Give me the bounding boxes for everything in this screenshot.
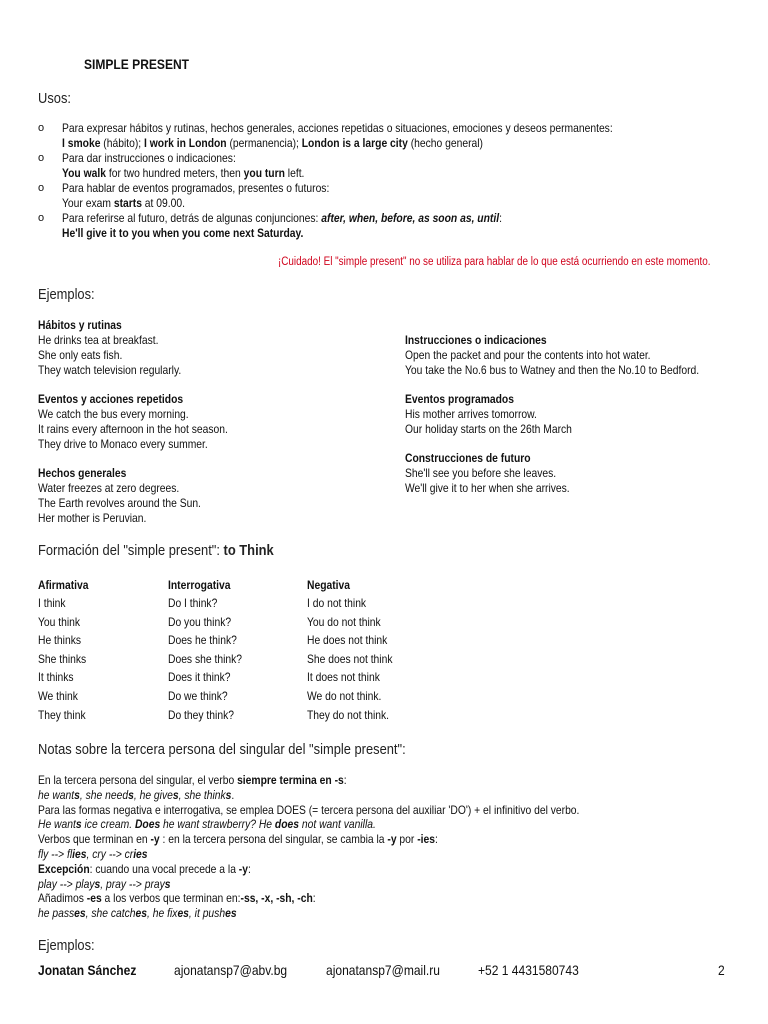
nota-line	[38, 817, 376, 832]
table-cell: Does she think?	[168, 651, 243, 666]
table-row	[38, 631, 438, 650]
nota-text-run: :	[247, 861, 251, 876]
nota-text-run: En la tercera persona del singular, el verbo	[38, 773, 238, 787]
nota-line	[38, 832, 438, 847]
nota-text-run: , she catch	[85, 906, 136, 921]
nota-text-run: s	[225, 787, 232, 802]
table-body	[38, 594, 438, 724]
nota-line	[38, 877, 171, 892]
nota-text-run: not want vanilla.	[298, 817, 376, 832]
nota-text-run: siempre termina en -s	[237, 773, 344, 787]
example-line: She only eats fish.	[38, 348, 123, 362]
example-line: Her mother is Peruvian.	[38, 511, 147, 525]
nota-text-run: s	[94, 876, 101, 891]
usos-item-1-example: I smoke (hábito); I work in London (permanencia); London is a large city (hecho general)	[62, 136, 483, 150]
nota-text-run: .	[231, 787, 235, 802]
example-line: She'll see you before she leaves.	[405, 466, 557, 480]
nota-text-run: does	[274, 817, 299, 832]
nota-text-run: s	[164, 876, 171, 891]
nota-text-run: ice cream.	[81, 817, 135, 832]
nota-text-run: he want strawberry? He	[160, 817, 275, 832]
nota-text-run: play --> play	[38, 876, 95, 891]
nota-text-run: he pass	[38, 906, 75, 921]
nota-text-run: es	[135, 906, 148, 921]
email-abv: ajonatansp7@abv.bg	[174, 962, 288, 978]
nota-line	[38, 847, 148, 862]
ejemplos-heading-2: Ejemplos:	[38, 937, 95, 954]
nota-text-run: he want	[38, 787, 75, 802]
example-group-heading: Eventos y acciones repetidos	[38, 392, 184, 406]
nota-text-run: s	[172, 787, 179, 802]
example-line: Our holiday starts on the 26th March	[405, 422, 572, 436]
nota-text-run: por	[396, 832, 418, 847]
nota-text-run: : en la tercera persona del singular, se cambia la	[159, 832, 388, 847]
example-line: We catch the bus every morning.	[38, 407, 189, 421]
author-name: Jonatan Sánchez	[38, 962, 137, 978]
table-cell: Does he think?	[168, 633, 237, 648]
bullet-marker: o	[38, 152, 45, 164]
nota-text-run: Añadimos	[38, 891, 87, 906]
nota-text-run: :	[343, 773, 347, 787]
example-group-heading: Construcciones de futuro	[405, 451, 531, 465]
nota-line	[38, 906, 237, 921]
table-row	[38, 668, 438, 687]
nota-text-run: Does	[134, 817, 161, 832]
nota-text-run: He want	[38, 817, 76, 832]
example-line: His mother arrives tomorrow.	[405, 407, 537, 421]
nota-text-run: Para las formas negativa e interrogativa, se emplea DOES (= tercera persona del auxiliar 'DO') + el infinitivo del verbo.	[38, 802, 580, 817]
nota-text-run: , pray --> pray	[100, 876, 165, 891]
usos-item-2-example: You walk for two hundred meters, then you turn left.	[62, 166, 305, 180]
example-line: It rains every afternoon in the hot season.	[38, 422, 228, 436]
nota-text-run: s	[75, 817, 82, 832]
table-cell: She thinks	[38, 651, 87, 666]
nota-text-run: , cry --> cr	[86, 847, 134, 861]
example-line: The Earth revolves around the Sun.	[38, 496, 201, 510]
example-line: They drive to Monaco every summer.	[38, 437, 208, 451]
table-row	[38, 650, 438, 669]
example-line: We'll give it to her when she arrives.	[405, 481, 570, 495]
example-line: They watch television regularly.	[38, 363, 182, 377]
nota-line	[38, 891, 316, 906]
ejemplos-heading: Ejemplos:	[38, 286, 95, 303]
example-group-heading: Hábitos y rutinas	[38, 318, 122, 332]
usos-item-3-example: Your exam starts at 09.00.	[62, 196, 185, 210]
table-cell: Do you think?	[168, 614, 232, 629]
nota-text-run: es	[225, 906, 237, 921]
nota-text-run: , he give	[133, 787, 173, 802]
usos-item-3: Para hablar de eventos programados, presentes o futuros:	[62, 181, 330, 195]
table-cell: Do they think?	[168, 707, 234, 722]
example-group-heading: Hechos generales	[38, 466, 127, 480]
nota-line	[38, 862, 251, 877]
table-cell: You do not think	[307, 614, 381, 629]
table-cell: He does not think	[307, 633, 388, 648]
nota-text-run: , he fix	[147, 906, 178, 921]
usos-item-4: Para referirse al futuro, detrás de algunas conjunciones: after, when, before, as soon as, until:	[62, 211, 502, 225]
usos-heading: Usos:	[38, 90, 71, 107]
table-cell: It does not think	[307, 670, 380, 685]
nota-text-run: , she need	[79, 787, 129, 802]
table-row	[38, 613, 438, 632]
nota-line	[38, 788, 234, 803]
column-header: Afirmativa	[38, 578, 89, 592]
nota-text-run: ies	[72, 847, 87, 861]
column-header: Negativa	[307, 578, 351, 592]
usos-item-1: Para expresar hábitos y rutinas, hechos generales, acciones repetidas o situaciones, emociones y deseos permanentes:	[62, 121, 613, 135]
table-cell: We think	[38, 688, 78, 703]
page-number: 2	[718, 962, 725, 978]
bullet-marker: o	[38, 182, 45, 194]
nota-line	[38, 773, 347, 788]
nota-text-run: -ss, -x, -sh, -ch	[240, 891, 313, 906]
nota-text-run: :	[312, 891, 316, 906]
nota-text-run: -y	[387, 832, 397, 847]
table-row	[38, 687, 438, 706]
nota-text-run: -y	[238, 861, 248, 876]
table-cell: They think	[38, 707, 86, 722]
nota-text-run: Excepción	[38, 861, 90, 876]
usos-item-2: Para dar instrucciones o indicaciones:	[62, 151, 236, 165]
table-cell: They do not think.	[307, 707, 390, 722]
nota-text-run: fly --> fl	[38, 847, 73, 861]
table-cell: Do I think?	[168, 596, 218, 610]
nota-text-run: -ies	[417, 832, 436, 847]
example-line: You take the No.6 bus to Watney and then the No.10 to Bedford.	[405, 363, 700, 377]
nota-text-run: : cuando una vocal precede a la	[89, 861, 239, 876]
email-mailru: ajonatansp7@mail.ru	[326, 962, 440, 978]
example-line: Open the packet and pour the contents into hot water.	[405, 348, 651, 362]
nota-text-run: , it push	[188, 906, 226, 921]
example-group-heading: Eventos programados	[405, 392, 514, 406]
nota-text-run: s	[74, 787, 80, 802]
nota-text-run: a los verbos que terminan en:	[101, 891, 241, 906]
nota-text-run: ies	[133, 847, 148, 861]
nota-text-run: -y	[150, 832, 160, 847]
table-cell: It thinks	[38, 670, 74, 685]
nota-text-run: es	[74, 906, 86, 921]
table-cell: She does not think	[307, 651, 393, 666]
phone-number: +52 1 4431580743	[478, 962, 579, 978]
example-line: He drinks tea at breakfast.	[38, 333, 159, 347]
table-cell: I think	[38, 596, 66, 610]
table-cell: Does it think?	[168, 670, 231, 685]
nota-text-run: , she think	[178, 787, 226, 802]
warning-note: ¡Cuidado! El "simple present" no se utiliza para hablar de lo que está ocurriendo en este momento.	[278, 256, 711, 268]
column-header: Interrogativa	[168, 578, 231, 592]
example-group-heading: Instrucciones o indicaciones	[405, 333, 547, 347]
formacion-heading: Formación del "simple present": to Think	[38, 542, 274, 559]
bullet-marker: o	[38, 122, 45, 134]
nota-text-run: Verbos que terminan en	[38, 832, 151, 847]
nota-text-run: -es	[86, 891, 102, 906]
table-cell: Do we think?	[168, 688, 228, 703]
table-cell: I do not think	[307, 596, 367, 610]
table-row	[38, 594, 438, 613]
notas-heading: Notas sobre la tercera persona del singular del "simple present":	[38, 741, 406, 758]
usos-item-4-example: He'll give it to you when you come next Saturday.	[62, 226, 304, 240]
table-cell: We do not think.	[307, 688, 382, 703]
table-cell: He thinks	[38, 633, 82, 648]
nota-line	[38, 803, 579, 818]
nota-text-run: :	[435, 832, 438, 847]
bullet-marker: o	[38, 212, 45, 224]
table-row	[38, 706, 438, 725]
page-title: SIMPLE PRESENT	[84, 56, 190, 72]
example-line: Water freezes at zero degrees.	[38, 481, 180, 495]
table-cell: You think	[38, 614, 81, 629]
nota-text-run: s	[128, 787, 134, 802]
nota-text-run: es	[177, 906, 189, 921]
